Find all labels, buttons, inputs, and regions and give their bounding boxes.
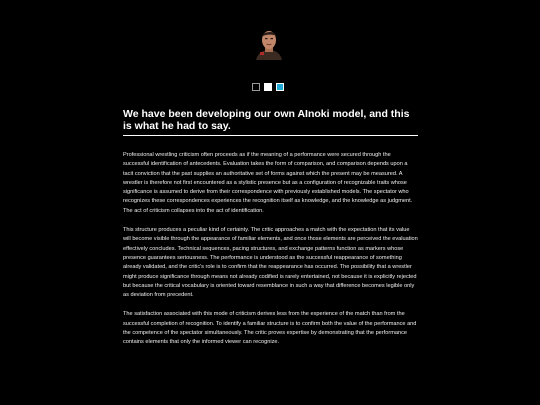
article-paragraph: This structure produces a peculiar kind of certainty. The critic approaches a match with the expectation that its value will become visible through the appearance of familiar elements, and once those elements are perceived the evaluation effectively concludes. Technical sequences, pacing structures, and exchange patterns function as markers whose presence guarantees seriousness. The performance is understood as the successful reappearance of something already validated, and the critic's role is to confirm that the reappearance has occurred. The possibility that a wrestler might produce significance through means not already codified is rarely entertained, not because it is explicitly rejected but because the critical vocabulary is oriented toward resemblance in such a way that difference becomes legible only as deviation from precedent. [123, 227, 418, 299]
light-theme-swatch[interactable] [264, 83, 272, 91]
dark-theme-swatch[interactable] [252, 83, 260, 91]
article-body [123, 151, 418, 358]
avatar [254, 28, 284, 60]
blue-theme-swatch[interactable] [276, 83, 284, 91]
article-paragraph: The satisfaction associated with this mode of criticism derives less from the experience of the match than from the successful completion of recognition. To identify a familiar structure is to confirm both the value of the performance and the competence of the spectator simultaneously. The critic proves expertise by demonstrating that the performance contains elements that only the informed viewer can recognize. [123, 311, 417, 346]
ainoki-avatar-icon [254, 28, 284, 60]
page-headline: We have been developing our own AInoki model, and this is what he had to say. [123, 108, 418, 136]
article-paragraph: Professional wrestling criticism often proceeds as if the meaning of a performance were secured through the successful identification of antecedents. Evaluation takes the form of comparison, and comparison depends upon a tacit conviction that the past supplies an authoritative set of forms against which the present may be measured. A wrestler is therefore not first encountered as a stylistic presence but as a configuration of recognizable traits whose significance is assumed to derive from their correspondence with previously established models. The spectator who recognizes these correspondences experiences the recognition itself as knowledge, and the knowledge as judgment. The act of criticism collapses into the act of identification. [123, 152, 413, 214]
theme-swatches [252, 83, 284, 92]
